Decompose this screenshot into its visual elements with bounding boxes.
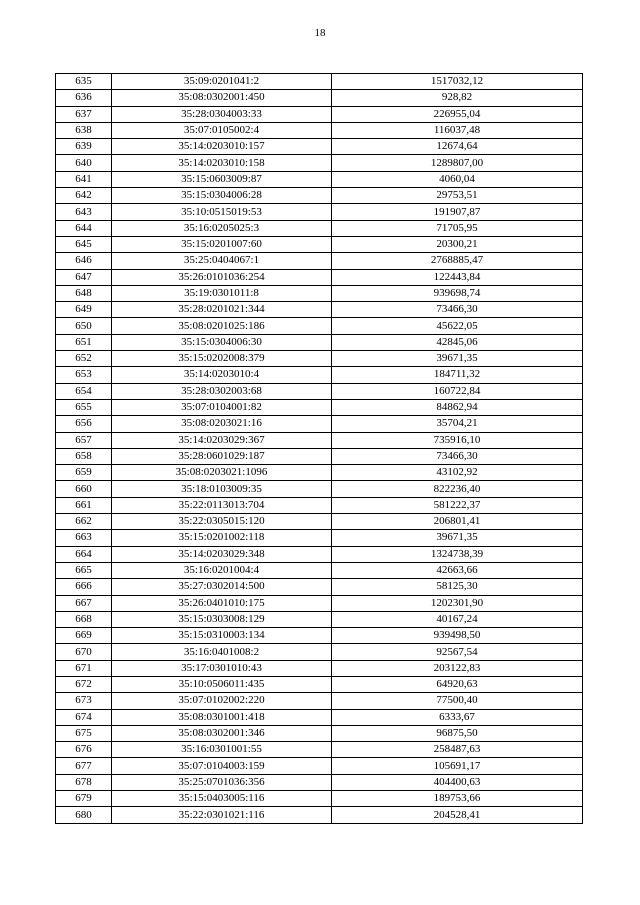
cadastral-number-cell: 35:25:0701036:356 (112, 774, 332, 790)
table-row (56, 269, 583, 285)
row-number-cell: 662 (56, 514, 112, 530)
table-row (56, 367, 583, 383)
table-row (56, 204, 583, 220)
value-cell: 12674,64 (332, 139, 583, 155)
cadastral-number-cell: 35:26:0401010:175 (112, 595, 332, 611)
row-number-cell: 650 (56, 318, 112, 334)
table-row (56, 171, 583, 187)
cadastral-number-cell: 35:15:0603009:87 (112, 171, 332, 187)
row-number-cell: 660 (56, 481, 112, 497)
table-row (56, 758, 583, 774)
row-number-cell: 672 (56, 676, 112, 692)
table-row (56, 530, 583, 546)
value-cell: 58125,30 (332, 579, 583, 595)
table-row (56, 774, 583, 790)
row-number-cell: 635 (56, 74, 112, 90)
row-number-cell: 647 (56, 269, 112, 285)
value-cell: 96875,50 (332, 725, 583, 741)
value-cell: 581222,37 (332, 497, 583, 513)
cadastral-number-cell: 35:07:0102002:220 (112, 693, 332, 709)
table-row (56, 139, 583, 155)
row-number-cell: 636 (56, 90, 112, 106)
row-number-cell: 652 (56, 351, 112, 367)
value-cell: 735916,10 (332, 432, 583, 448)
row-number-cell: 659 (56, 465, 112, 481)
row-number-cell: 637 (56, 106, 112, 122)
row-number-cell: 670 (56, 644, 112, 660)
row-number-cell: 669 (56, 628, 112, 644)
value-cell: 1289807,00 (332, 155, 583, 171)
row-number-cell: 668 (56, 611, 112, 627)
cadastral-number-cell: 35:16:0301001:55 (112, 742, 332, 758)
value-cell: 45622,05 (332, 318, 583, 334)
row-number-cell: 657 (56, 432, 112, 448)
cadastral-number-cell: 35:15:0304006:28 (112, 188, 332, 204)
table-row (56, 595, 583, 611)
table-row (56, 74, 583, 90)
cadastral-number-cell: 35:16:0205025:3 (112, 220, 332, 236)
cadastral-number-cell: 35:08:0203021:1096 (112, 465, 332, 481)
value-cell: 404400,63 (332, 774, 583, 790)
value-cell: 206801,41 (332, 514, 583, 530)
cadastral-number-cell: 35:18:0103009:35 (112, 481, 332, 497)
table-row (56, 302, 583, 318)
row-number-cell: 665 (56, 562, 112, 578)
value-cell: 189753,66 (332, 791, 583, 807)
value-cell: 73466,30 (332, 448, 583, 464)
cadastral-number-cell: 35:09:0201041:2 (112, 74, 332, 90)
table-body (56, 74, 583, 824)
row-number-cell: 653 (56, 367, 112, 383)
cadastral-number-cell: 35:14:0203010:157 (112, 139, 332, 155)
row-number-cell: 641 (56, 171, 112, 187)
value-cell: 105691,17 (332, 758, 583, 774)
row-number-cell: 666 (56, 579, 112, 595)
cadastral-number-cell: 35:28:0601029:187 (112, 448, 332, 464)
row-number-cell: 677 (56, 758, 112, 774)
value-cell: 71705,95 (332, 220, 583, 236)
value-cell: 6333,67 (332, 709, 583, 725)
row-number-cell: 658 (56, 448, 112, 464)
row-number-cell: 671 (56, 660, 112, 676)
table-row (56, 676, 583, 692)
value-cell: 29753,51 (332, 188, 583, 204)
row-number-cell: 676 (56, 742, 112, 758)
table-row (56, 236, 583, 252)
cadastral-number-cell: 35:15:0202008:379 (112, 351, 332, 367)
cadastral-number-cell: 35:08:0203021:16 (112, 416, 332, 432)
table-row (56, 285, 583, 301)
cadastral-number-cell: 35:19:0301011:8 (112, 285, 332, 301)
row-number-cell: 639 (56, 139, 112, 155)
row-number-cell: 651 (56, 334, 112, 350)
cadastral-number-cell: 35:07:0105002:4 (112, 122, 332, 138)
cadastral-number-cell: 35:26:0101036:254 (112, 269, 332, 285)
table-row (56, 807, 583, 823)
row-number-cell: 678 (56, 774, 112, 790)
table-row (56, 122, 583, 138)
table-row (56, 106, 583, 122)
table-row (56, 448, 583, 464)
table-row (56, 660, 583, 676)
table-row (56, 791, 583, 807)
row-number-cell: 673 (56, 693, 112, 709)
row-number-cell: 675 (56, 725, 112, 741)
row-number-cell: 638 (56, 122, 112, 138)
table-row (56, 318, 583, 334)
table-row (56, 725, 583, 741)
value-cell: 84862,94 (332, 399, 583, 415)
cadastral-number-cell: 35:28:0302003:68 (112, 383, 332, 399)
row-number-cell: 679 (56, 791, 112, 807)
value-cell: 2768885,47 (332, 253, 583, 269)
cadastral-number-cell: 35:14:0203010:158 (112, 155, 332, 171)
table-row (56, 546, 583, 562)
value-cell: 122443,84 (332, 269, 583, 285)
cadastral-number-cell: 35:08:0302001:450 (112, 90, 332, 106)
cadastral-number-cell: 35:07:0104003:159 (112, 758, 332, 774)
table-row (56, 90, 583, 106)
table-row (56, 465, 583, 481)
row-number-cell: 667 (56, 595, 112, 611)
table-row (56, 383, 583, 399)
value-cell: 42663,66 (332, 562, 583, 578)
row-number-cell: 649 (56, 302, 112, 318)
row-number-cell: 656 (56, 416, 112, 432)
value-cell: 42845,06 (332, 334, 583, 350)
cadastral-number-cell: 35:22:0301021:116 (112, 807, 332, 823)
table-row (56, 253, 583, 269)
row-number-cell: 663 (56, 530, 112, 546)
value-cell: 77500,40 (332, 693, 583, 709)
row-number-cell: 674 (56, 709, 112, 725)
cadastral-value-table (55, 73, 583, 824)
table-row (56, 514, 583, 530)
value-cell: 92567,54 (332, 644, 583, 660)
value-cell: 1202301,90 (332, 595, 583, 611)
cadastral-number-cell: 35:08:0302001:346 (112, 725, 332, 741)
value-cell: 822236,40 (332, 481, 583, 497)
table-row (56, 155, 583, 171)
page-number: 18 (314, 27, 326, 39)
table-row (56, 628, 583, 644)
table-row (56, 220, 583, 236)
value-cell: 203122,83 (332, 660, 583, 676)
table-row (56, 432, 583, 448)
cadastral-number-cell: 35:15:0201002:118 (112, 530, 332, 546)
value-cell: 73466,30 (332, 302, 583, 318)
row-number-cell: 642 (56, 188, 112, 204)
table-row (56, 497, 583, 513)
value-cell: 928,82 (332, 90, 583, 106)
cadastral-number-cell: 35:15:0403005:116 (112, 791, 332, 807)
table-row (56, 611, 583, 627)
table-row (56, 579, 583, 595)
cadastral-number-cell: 35:07:0104001:82 (112, 399, 332, 415)
row-number-cell: 661 (56, 497, 112, 513)
cadastral-number-cell: 35:16:0401008:2 (112, 644, 332, 660)
value-cell: 39671,35 (332, 530, 583, 546)
cadastral-number-cell: 35:14:0203010:4 (112, 367, 332, 383)
cadastral-number-cell: 35:25:0404067:1 (112, 253, 332, 269)
cadastral-number-cell: 35:28:0304003:33 (112, 106, 332, 122)
cadastral-number-cell: 35:15:0310003:134 (112, 628, 332, 644)
table-row (56, 334, 583, 350)
row-number-cell: 664 (56, 546, 112, 562)
cadastral-number-cell: 35:08:0201025:186 (112, 318, 332, 334)
value-cell: 4060,04 (332, 171, 583, 187)
cadastral-number-cell: 35:16:0201004:4 (112, 562, 332, 578)
cadastral-number-cell: 35:15:0303008:129 (112, 611, 332, 627)
cadastral-number-cell: 35:15:0304006:30 (112, 334, 332, 350)
table-row (56, 188, 583, 204)
value-cell: 226955,04 (332, 106, 583, 122)
value-cell: 939698,74 (332, 285, 583, 301)
value-cell: 939498,50 (332, 628, 583, 644)
cadastral-number-cell: 35:22:0305015:120 (112, 514, 332, 530)
table-row (56, 742, 583, 758)
value-cell: 39671,35 (332, 351, 583, 367)
value-cell: 40167,24 (332, 611, 583, 627)
value-cell: 20300,21 (332, 236, 583, 252)
cadastral-number-cell: 35:14:0203029:367 (112, 432, 332, 448)
value-cell: 191907,87 (332, 204, 583, 220)
value-cell: 1324738,39 (332, 546, 583, 562)
table-row (56, 709, 583, 725)
cadastral-number-cell: 35:10:0515019:53 (112, 204, 332, 220)
table-row (56, 399, 583, 415)
table-row (56, 481, 583, 497)
row-number-cell: 680 (56, 807, 112, 823)
row-number-cell: 643 (56, 204, 112, 220)
value-cell: 35704,21 (332, 416, 583, 432)
table-row (56, 644, 583, 660)
cadastral-number-cell: 35:17:0301010:43 (112, 660, 332, 676)
row-number-cell: 654 (56, 383, 112, 399)
table-row (56, 693, 583, 709)
row-number-cell: 644 (56, 220, 112, 236)
value-cell: 1517032,12 (332, 74, 583, 90)
table-row (56, 416, 583, 432)
cadastral-number-cell: 35:14:0203029:348 (112, 546, 332, 562)
table-row (56, 351, 583, 367)
table-row (56, 562, 583, 578)
value-cell: 43102,92 (332, 465, 583, 481)
cadastral-number-cell: 35:28:0201021:344 (112, 302, 332, 318)
row-number-cell: 648 (56, 285, 112, 301)
row-number-cell: 640 (56, 155, 112, 171)
value-cell: 258487,63 (332, 742, 583, 758)
row-number-cell: 645 (56, 236, 112, 252)
cadastral-number-cell: 35:22:0113013:704 (112, 497, 332, 513)
row-number-cell: 655 (56, 399, 112, 415)
value-cell: 160722,84 (332, 383, 583, 399)
cadastral-number-cell: 35:27:0302014:500 (112, 579, 332, 595)
value-cell: 204528,41 (332, 807, 583, 823)
value-cell: 116037,48 (332, 122, 583, 138)
value-cell: 184711,32 (332, 367, 583, 383)
cadastral-number-cell: 35:10:0506011:435 (112, 676, 332, 692)
cadastral-number-cell: 35:15:0201007:60 (112, 236, 332, 252)
cadastral-number-cell: 35:08:0301001:418 (112, 709, 332, 725)
row-number-cell: 646 (56, 253, 112, 269)
value-cell: 64920,63 (332, 676, 583, 692)
